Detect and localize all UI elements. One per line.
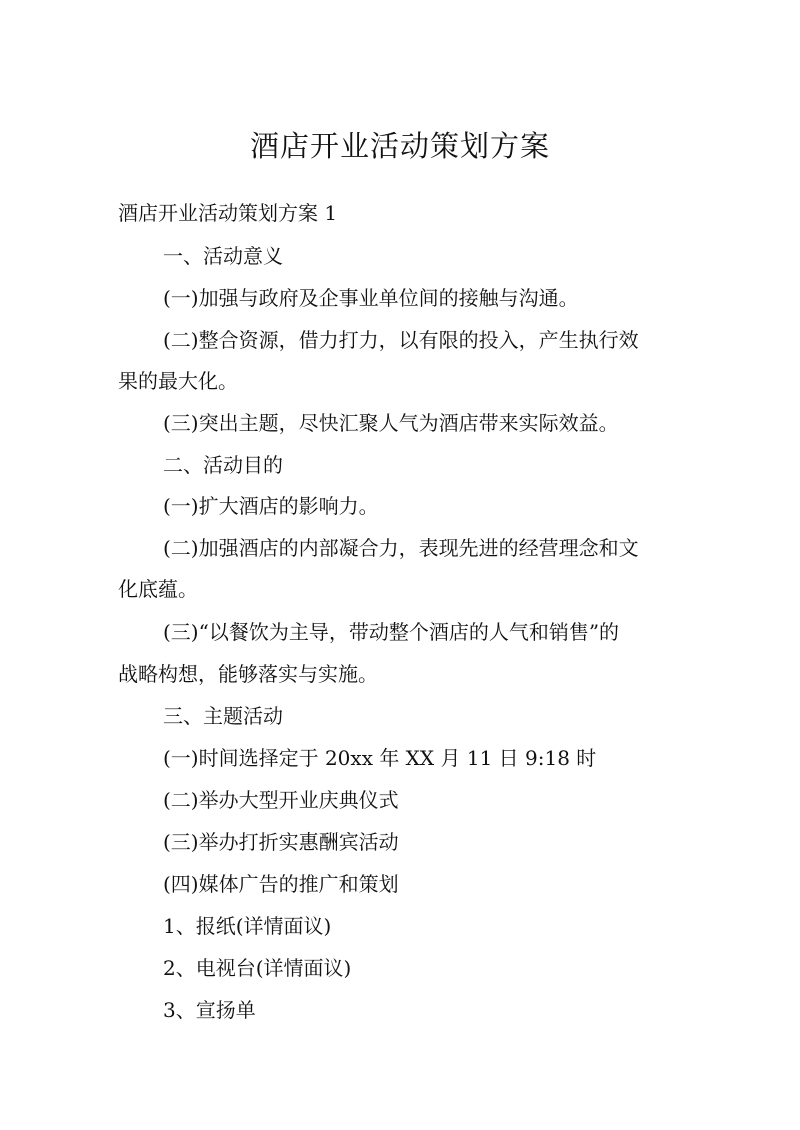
paragraph-line: (二)举办大型开业庆典仪式 — [163, 788, 399, 812]
paragraph-line: (二)加强酒店的内部凝合力，表现先进的经营理念和文 — [163, 536, 639, 560]
paragraph-line: (四)媒体广告的推广和策划 — [163, 872, 399, 896]
section-heading: 酒店开业活动策划方案 1 — [118, 201, 338, 225]
paragraph-line: (一)扩大酒店的影响力。 — [163, 494, 379, 518]
paragraph-line: (三)突出主题，尽快汇聚人气为酒店带来实际效益。 — [163, 411, 619, 435]
paragraph-line: 化底蕴。 — [118, 577, 198, 601]
paragraph-line: (一)加强与政府及企事业单位间的接触与沟通。 — [163, 286, 579, 310]
paragraph-line: (三)举办打折实惠酬宾活动 — [163, 830, 399, 854]
paragraph-line: (二)整合资源，借力打力，以有限的投入，产生执行效 — [163, 328, 639, 352]
paragraph-line: 2、电视台(详情面议) — [163, 956, 352, 980]
paragraph-line: 一、活动意义 — [163, 244, 283, 268]
paragraph-line: 3、宣扬单 — [163, 998, 256, 1022]
paragraph-line: (三)“以餐饮为主导，带动整个酒店的人气和销售”的 — [163, 620, 620, 644]
document-title: 酒店开业活动策划方案 — [249, 129, 550, 163]
paragraph-line: (一)时间选择定于 20xx 年 XX 月 11 日 9:18 时 — [163, 746, 597, 770]
paragraph-line: 果的最大化。 — [118, 369, 238, 393]
paragraph-line: 战略构想，能够落实与实施。 — [118, 662, 378, 686]
paragraph-line: 二、活动目的 — [163, 453, 283, 477]
paragraph-line: 三、主题活动 — [163, 704, 283, 728]
paragraph-line: 1、报纸(详情面议) — [163, 914, 332, 938]
